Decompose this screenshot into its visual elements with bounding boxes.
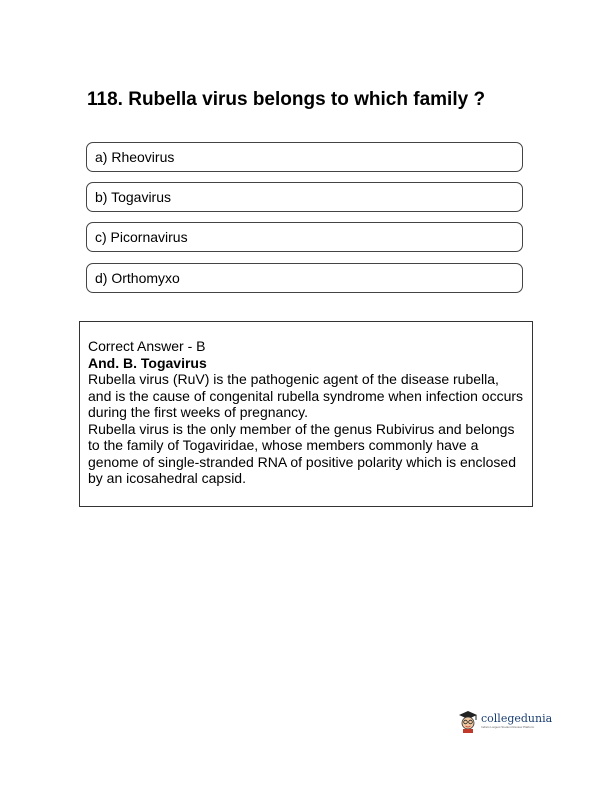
question-number: 118. bbox=[87, 89, 123, 110]
answer-explanation-box bbox=[79, 321, 533, 507]
option-c[interactable]: c) Picornavirus bbox=[86, 222, 523, 252]
question-text: Rubella virus belongs to which family ? bbox=[128, 89, 486, 110]
explanation-paragraph-2: Rubella virus is the only member of the genus Rubivirus and belongs to the family of Togaviridae, whose members commonly have a genome of single-stranded RNA of positive polarity which is enclosed by an icosahedral capsid. bbox=[88, 420, 517, 486]
answer-heading: And. B. Togavirus bbox=[88, 354, 207, 371]
option-b[interactable]: b) Togavirus bbox=[86, 182, 523, 212]
option-d[interactable]: d) Orthomyxo bbox=[86, 263, 523, 293]
logo-tagline: India's Largest Student Review Platform bbox=[481, 725, 535, 729]
explanation-paragraph-1: Rubella virus (RuV) is the pathogenic agent of the disease rubella, and is the cause of congenital rubella syndrome when infection occurs during the first weeks of pregnancy. bbox=[88, 371, 524, 420]
question-title bbox=[87, 88, 547, 112]
option-a[interactable]: a) Rheovirus bbox=[86, 142, 523, 172]
correct-answer-label: Correct Answer - B bbox=[88, 338, 206, 354]
collegedunia-logo bbox=[457, 708, 557, 734]
logo-name: collegedunia bbox=[481, 712, 553, 725]
student-mascot-icon bbox=[457, 709, 479, 733]
